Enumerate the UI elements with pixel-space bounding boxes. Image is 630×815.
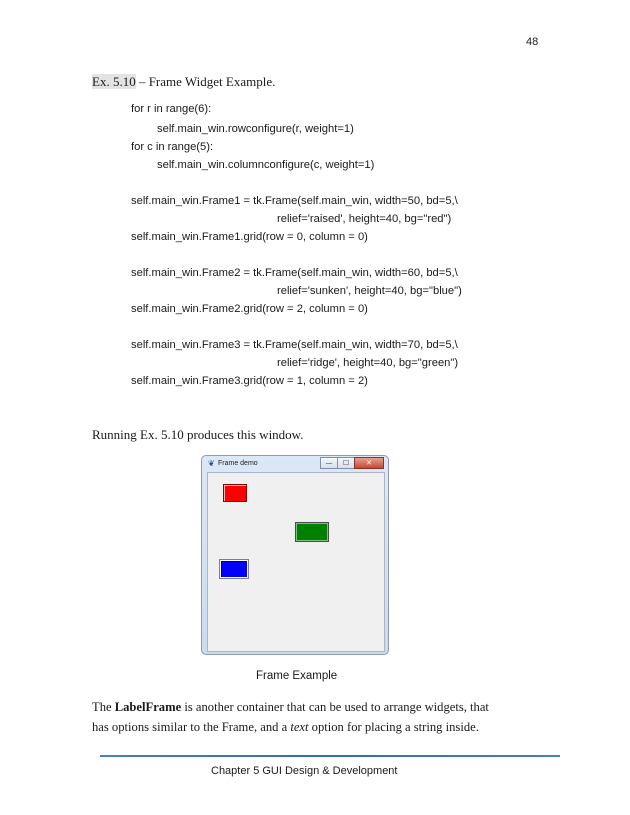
figure-caption: Frame Example [256,670,338,682]
code-line: relief='ridge', height=40, bg="green") [277,357,459,369]
code-line: self.main_win.rowconfigure(r, weight=1) [157,123,354,135]
tk-feather-icon: ❦ [208,459,215,468]
minimize-button[interactable]: — [320,457,338,469]
close-button[interactable]: ✕ [354,457,384,469]
green-frame [296,523,328,541]
maximize-button[interactable]: ☐ [337,457,355,469]
blue-frame [220,560,248,578]
paragraph-line-1 [92,700,489,715]
footer-rule [100,755,560,757]
code-line: self.main_win.Frame2.grid(row = 2, column = 0) [131,303,368,315]
code-line: for c in range(5): [131,141,214,153]
code-line: for r in range(6): [131,103,212,115]
running-text: Running Ex. 5.10 produces this window. [92,427,304,442]
code-line: self.main_win.Frame1 = tk.Frame(self.main_win, width=50, bd=5,\ [131,195,458,207]
example-heading [92,74,275,90]
code-line: self.main_win.Frame1.grid(row = 0, column = 0) [131,231,368,243]
code-line: self.main_win.Frame3 = tk.Frame(self.main_win, width=70, bd=5,\ [131,339,458,351]
text: is another container that can be used to arrange widgets, that [181,700,489,714]
text-option-term: text [290,720,309,734]
paragraph-line-2 [92,720,479,735]
example-label: Ex. 5.10 [92,74,136,89]
text: option for placing a string inside. [308,720,479,734]
red-frame [223,484,247,502]
labelframe-term: LabelFrame [114,700,182,714]
tk-window-screenshot [201,455,389,655]
window-controls [321,457,384,469]
code-line: self.main_win.columnconfigure(c, weight=1) [157,159,375,171]
window-title: Frame demo [218,460,258,467]
page-number: 48 [526,36,539,48]
example-title: – Frame Widget Example. [135,74,276,89]
code-line: relief='raised', height=40, bg="red") [277,213,452,225]
code-line: relief='sunken', height=40, bg="blue") [277,285,462,297]
text: has options similar to the Frame, and a [92,720,291,734]
text: The [92,700,115,714]
code-line: self.main_win.Frame3.grid(row = 1, column = 2) [131,375,368,387]
window-client-area [207,472,385,652]
footer-text: Chapter 5 GUI Design & Development [211,765,398,777]
code-line: self.main_win.Frame2 = tk.Frame(self.main_win, width=60, bd=5,\ [131,267,458,279]
